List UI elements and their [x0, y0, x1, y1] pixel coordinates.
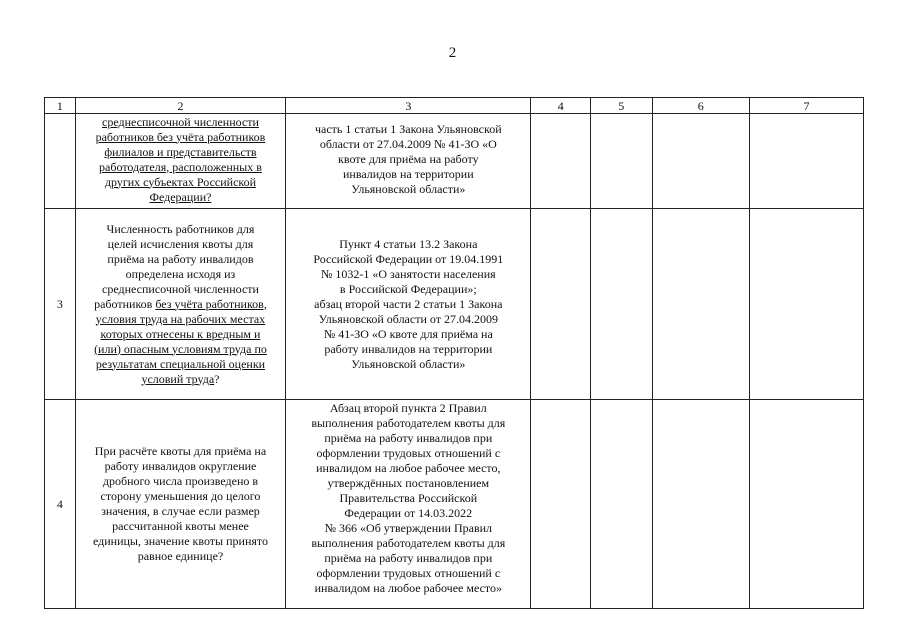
table-row	[45, 209, 864, 400]
reference-text: часть 1 статьи 1 Закона Ульяновской области от 27.04.2009 № 41-ЗО «О квоте для приёма на работу инвалидов на территории Ульяновской области»	[314, 122, 502, 196]
header-col-4: 4	[531, 98, 591, 114]
answer-cell-6	[652, 209, 750, 400]
reference-cell	[286, 114, 531, 209]
question-underlined: среднесписочной численности работников без учёта работников филиалов и представительств работодателя, расположенных в других субъектах Российской Федерации?	[95, 114, 266, 204]
checklist-table	[44, 97, 864, 609]
question-cell	[75, 400, 285, 609]
table-row	[45, 114, 864, 209]
row-number: 4	[45, 400, 76, 609]
header-col-5: 5	[590, 98, 652, 114]
question-plain: Численность работников для целей исчисления квоты для приёма на работу инвалидов определена исходя из среднесписочной численности работников	[94, 221, 259, 311]
answer-cell-4	[531, 209, 591, 400]
answer-cell-5	[590, 209, 652, 400]
reference-text: Пункт 4 статьи 13.2 Закона Российской Федерации от 19.04.1991 № 1032-1 «О занятости населения в Российской Федерации»; абзац второй части 2 статьи 1 Закона Ульяновской области от 27.04.2009 № 41-ЗО «О квоте для приёма на работу инвалидов на территории Ульяновской области»	[313, 236, 504, 371]
question-cell	[75, 209, 285, 400]
reference-cell	[286, 400, 531, 609]
answer-cell-7	[750, 114, 864, 209]
answer-cell-6	[652, 114, 750, 209]
question-cell	[75, 114, 285, 209]
answer-cell-7	[750, 400, 864, 609]
answer-cell-4	[531, 114, 591, 209]
question-plain: При расчёте квоты для приёма на работу инвалидов округление дробного числа произведено в сторону уменьшения до целого значения, в случае если размер рассчитанной квоты менее единицы, значение квоты принято равное единице?	[92, 444, 268, 563]
reference-text: Абзац второй пункта 2 Правил выполнения работодателем квоты для приёма на работу инвалидов при оформлении трудовых отношений с инвалидом на любое рабочее место, утверждённых постановлением Правительства Российской Федерации от 14.03.2022 № 366 «Об утверждении Правил выполнения работодателем квоты для приёма на работу инвалидов при оформлении трудовых отношений с инвалидом на любое рабочее место»	[311, 401, 506, 595]
answer-cell-7	[750, 209, 864, 400]
table-row	[45, 400, 864, 609]
header-col-1: 1	[45, 98, 76, 114]
answer-cell-6	[652, 400, 750, 609]
table-header-row	[45, 98, 864, 114]
row-number	[45, 114, 76, 209]
question-tail: ?	[214, 371, 220, 386]
header-col-2: 2	[75, 98, 285, 114]
row-number: 3	[45, 209, 76, 400]
question-underlined: без учёта работников, условия труда на рабочих местах которых отнесены к вредным и (или) опасным условиям труда по результатам специальной оценки условий труда	[94, 296, 267, 386]
answer-cell-4	[531, 400, 591, 609]
answer-cell-5	[590, 400, 652, 609]
header-col-3: 3	[286, 98, 531, 114]
answer-cell-5	[590, 114, 652, 209]
page-number: 2	[448, 45, 457, 61]
header-col-6: 6	[652, 98, 750, 114]
reference-cell	[286, 209, 531, 400]
header-col-7: 7	[750, 98, 864, 114]
